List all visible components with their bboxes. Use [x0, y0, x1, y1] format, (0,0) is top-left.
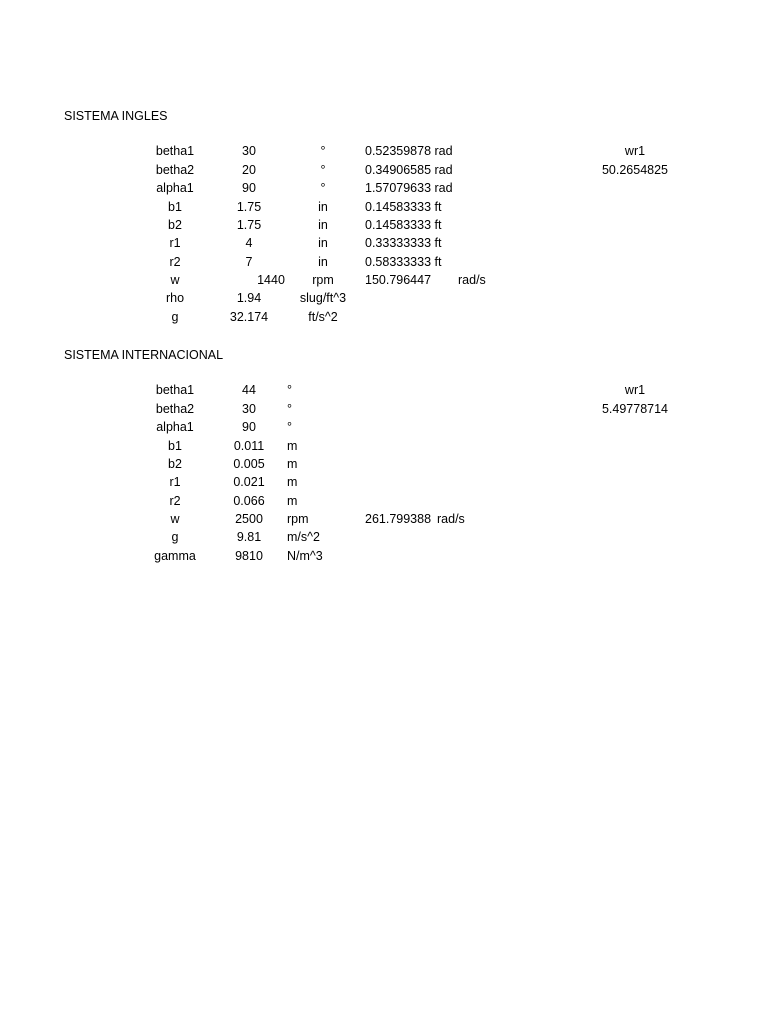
param-unit: slug/ft^3 — [299, 291, 347, 305]
param-name: rho — [165, 291, 185, 305]
param-value: 20 — [242, 163, 256, 177]
param-unit: m — [287, 439, 298, 453]
param-value: 9.81 — [236, 530, 262, 544]
table-row — [0, 289, 768, 307]
wr1-value: 50.2654825 — [601, 163, 669, 177]
table-row — [0, 216, 768, 234]
table-row — [0, 234, 768, 252]
param-name: g — [171, 310, 179, 324]
param-conversion: 0.52359878 rad — [365, 144, 453, 158]
param-name: betha1 — [155, 383, 195, 397]
param-conversion-unit: rad/s — [458, 273, 486, 287]
section-title-sistema-internacional: SISTEMA INTERNACIONAL — [64, 348, 224, 362]
param-unit: in — [318, 218, 328, 232]
param-value: 30 — [242, 144, 256, 158]
param-conversion: 1.57079633 rad — [365, 181, 453, 195]
param-conversion: 261.799388 — [365, 512, 432, 526]
table-row — [0, 455, 768, 473]
param-value: 1.94 — [236, 291, 262, 305]
param-unit: rpm — [312, 273, 334, 287]
param-name: r2 — [169, 494, 181, 508]
param-unit: in — [318, 236, 328, 250]
param-unit: m/s^2 — [287, 530, 320, 544]
param-value: 1.75 — [236, 200, 262, 214]
table-row — [0, 510, 768, 528]
param-name: r2 — [169, 255, 181, 269]
param-value: 0.005 — [233, 457, 265, 471]
param-unit: ° — [320, 144, 326, 158]
wr1-label: wr1 — [624, 144, 646, 158]
param-name: alpha1 — [156, 420, 194, 434]
param-name: b1 — [168, 439, 182, 453]
table-row — [0, 547, 768, 565]
param-name: betha2 — [155, 402, 195, 416]
param-name: b1 — [168, 200, 182, 214]
param-unit: ° — [287, 383, 292, 397]
param-unit: ° — [320, 181, 326, 195]
param-unit: ° — [320, 163, 326, 177]
table-row — [0, 381, 768, 399]
param-value: 7 — [245, 255, 253, 269]
param-unit: ° — [287, 402, 292, 416]
param-unit: m — [287, 494, 298, 508]
param-name: alpha1 — [156, 181, 194, 195]
param-value: 0.066 — [233, 494, 265, 508]
param-conversion: 0.58333333 ft — [365, 255, 442, 269]
param-value: 0.021 — [233, 475, 265, 489]
table-row — [0, 253, 768, 271]
param-unit: m — [287, 457, 298, 471]
param-name: b2 — [168, 218, 182, 232]
param-value: 9810 — [235, 549, 263, 563]
param-value: 4 — [245, 236, 253, 250]
table-row — [0, 492, 768, 510]
wr1-value: 5.49778714 — [601, 402, 669, 416]
table-row — [0, 179, 768, 197]
param-conversion: 0.33333333 ft — [365, 236, 442, 250]
param-name: r1 — [169, 475, 181, 489]
table-row — [0, 437, 768, 455]
param-name: b2 — [168, 457, 182, 471]
param-conversion: 150.796447 — [365, 273, 432, 287]
param-value: 90 — [242, 420, 256, 434]
param-unit: rpm — [287, 512, 309, 526]
section-title-sistema-ingles: SISTEMA INGLES — [64, 109, 168, 123]
param-name: betha2 — [155, 163, 195, 177]
param-value: 2500 — [235, 512, 263, 526]
table-row — [0, 198, 768, 216]
param-name: gamma — [154, 549, 196, 563]
param-name: g — [171, 530, 179, 544]
param-value: 32.174 — [229, 310, 269, 324]
param-name: r1 — [169, 236, 181, 250]
param-unit: ° — [287, 420, 292, 434]
param-unit: ft/s^2 — [308, 310, 338, 324]
param-unit: in — [318, 200, 328, 214]
param-value: 30 — [242, 402, 256, 416]
param-value: 1.75 — [236, 218, 262, 232]
param-conversion: 0.14583333 ft — [365, 218, 442, 232]
param-conversion: 0.14583333 ft — [365, 200, 442, 214]
table-row — [0, 142, 768, 160]
table-row — [0, 400, 768, 418]
param-conversion-unit: rad/s — [437, 512, 465, 526]
param-value: 1440 — [257, 273, 285, 287]
table-row — [0, 473, 768, 491]
param-value: 0.011 — [233, 439, 265, 453]
table-row — [0, 418, 768, 436]
wr1-label: wr1 — [624, 383, 646, 397]
param-unit: in — [318, 255, 328, 269]
param-conversion: 0.34906585 rad — [365, 163, 453, 177]
param-unit: N/m^3 — [287, 549, 323, 563]
param-name: w — [170, 512, 180, 526]
table-row — [0, 308, 768, 326]
param-value: 44 — [242, 383, 256, 397]
param-value: 90 — [242, 181, 256, 195]
param-name: betha1 — [155, 144, 195, 158]
param-name: w — [170, 273, 180, 287]
param-unit: m — [287, 475, 298, 489]
table-row — [0, 528, 768, 546]
table-row — [0, 161, 768, 179]
table-row — [0, 271, 768, 289]
